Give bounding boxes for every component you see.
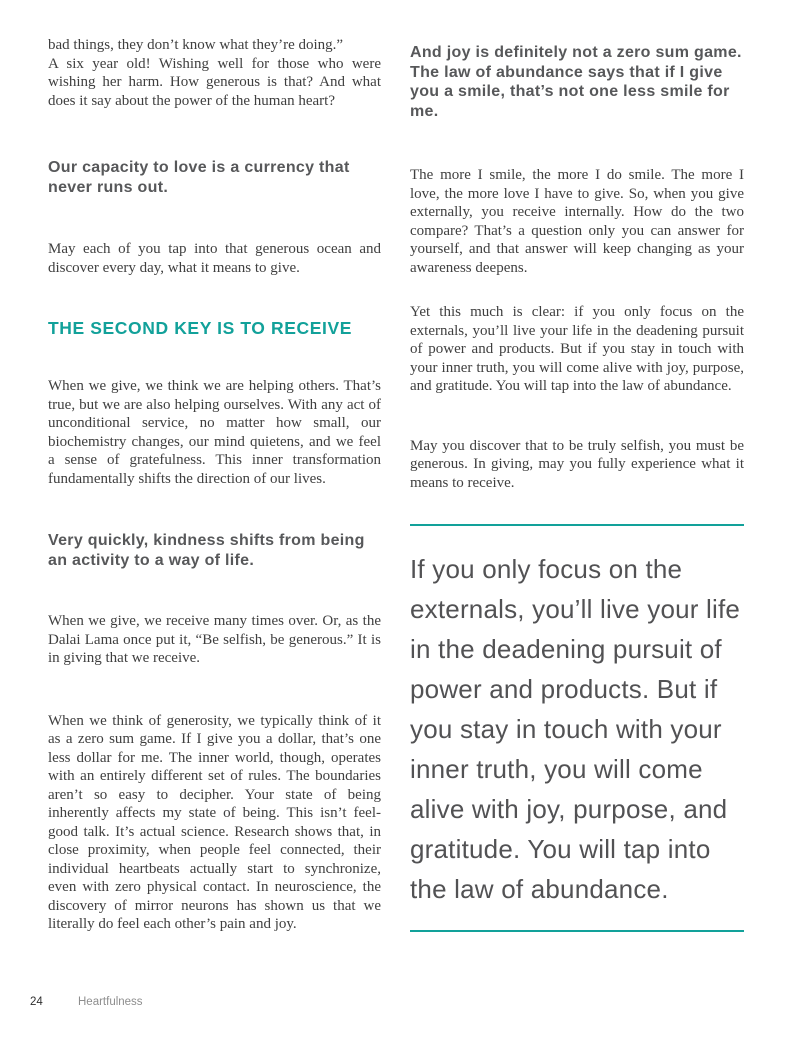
left-column bbox=[48, 0, 381, 934]
page-footer bbox=[0, 996, 792, 1016]
paragraph-line: bad things, they don’t know what they’re doing.” bbox=[48, 37, 344, 53]
pull-quote-bold: And joy is definitely not a zero sum game. The law of abundance says that if I give you a smile, that’s not one less smile for me. bbox=[410, 44, 742, 120]
body-paragraph: When we give, we receive many times over. Or, as the Dalai Lama once put it, “Be selfish, be generous.” It is in giving that we receive. bbox=[48, 613, 381, 666]
page-number: 24 bbox=[30, 996, 43, 1008]
pull-quote-bold: Very quickly, kindness shifts from being an activity to a way of life. bbox=[48, 532, 365, 569]
body-paragraph: May you discover that to be truly selfish, you must be generous. In giving, may you fully experience what it means to receive. bbox=[410, 437, 744, 491]
pull-quote-bold: Our capacity to love is a currency that never runs out. bbox=[48, 159, 350, 196]
body-paragraph: When we think of generosity, we typically think of it as a zero sum game. If I give you a dollar, that’s one less dollar for me. The inner world, though, operates with an entirely different set of rules. The boundaries aren’t so easy to decipher. Your state of being inherently affects my state of being. This isn’t feel-good talk. It’s actual science. Research shows that, in close proximity, when people feel connected, their individual heartbeats actually start to synchronize, even with zero physical contact. In neuroscience, the discovery of mirror neurons has shown us that we literally do feel each other’s pain and joy. bbox=[48, 712, 381, 932]
divider-rule-top bbox=[410, 524, 744, 526]
magazine-title: Heartfulness bbox=[78, 996, 143, 1008]
large-pull-quote: If you only focus on the externals, you’ll live your life in the deadening pursuit of power and products. But if you stay in touch with your inner truth, you will come alive with joy, purpose, and gratitude. You will tap into the law of abundance. bbox=[410, 554, 741, 904]
divider-rule-bottom bbox=[410, 930, 744, 932]
body-paragraph: Yet this much is clear: if you only focus on the externals, you’ll live your life in the deadening pursuit of power and products. But if you stay in touch with your inner truth, you will come alive with joy, purpose, and gratitude. You will tap into the law of abundance. bbox=[410, 304, 744, 394]
body-paragraph-continued bbox=[48, 36, 381, 110]
section-heading: THE SECOND KEY IS TO RECEIVE bbox=[48, 318, 352, 338]
body-paragraph: The more I smile, the more I do smile. The more I love, the more love I have to give. So, when you give externally, you receive internally. How do the two compare? That’s a question only you can answer for yourself, and that answer will keep changing as your awareness deepens. bbox=[410, 167, 744, 276]
body-paragraph: May each of you tap into that generous ocean and discover every day, what it means to give. bbox=[48, 241, 381, 276]
body-paragraph: When we give, we think we are helping others. That’s true, but we are also helping ourselves. With any act of unconditional service, no matter how small, our biochemistry changes, our mind quietens, and we feel a sense of gratefulness. This inner transformation fundamentally shifts the direction of our lives. bbox=[48, 378, 381, 487]
paragraph-line: A six year old! Wishing well for those who were wishing her harm. How generous is that? And what does it say about the power of the human heart? bbox=[48, 55, 381, 109]
right-column bbox=[410, 0, 744, 932]
